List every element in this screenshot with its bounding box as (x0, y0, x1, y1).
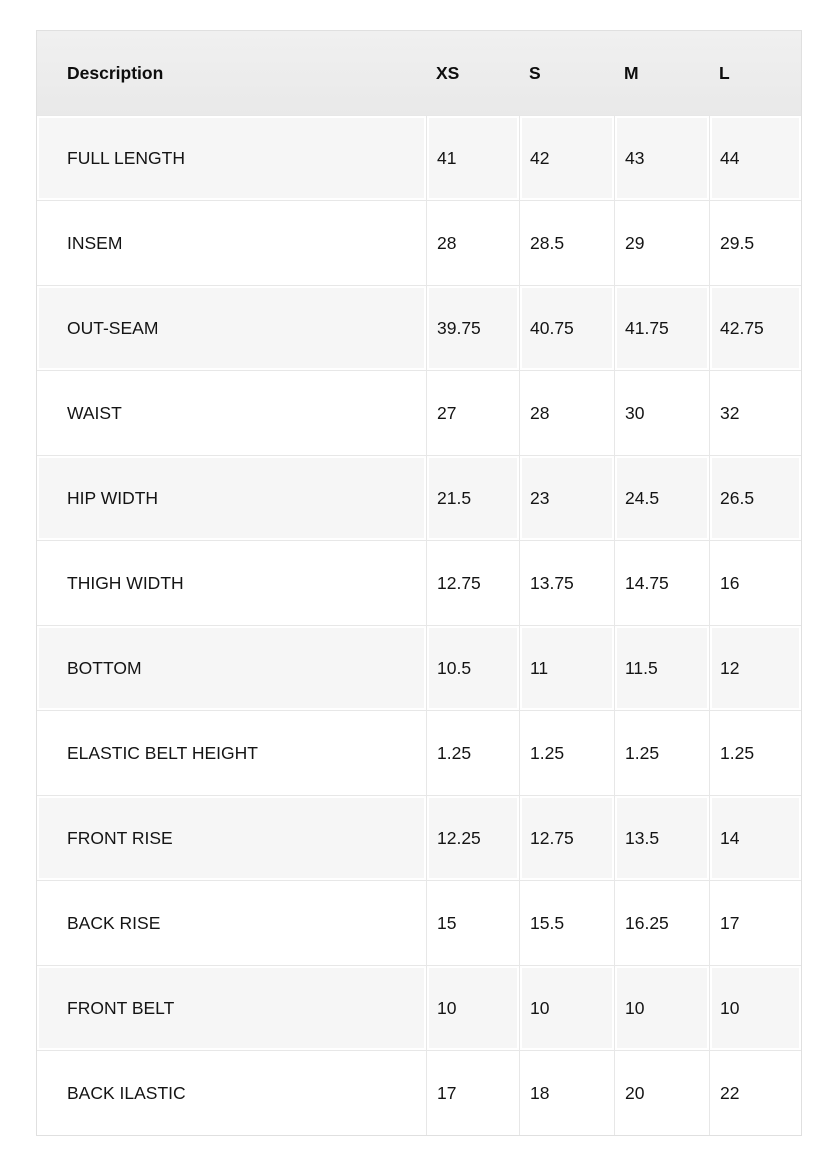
cell-value-s: 28 (519, 370, 614, 455)
cell-value-xs: 12.25 (426, 795, 519, 880)
row-label: BACK RISE (37, 880, 426, 965)
cell-value-s: 12.75 (519, 795, 614, 880)
table-row (37, 795, 801, 880)
row-label: BOTTOM (37, 625, 426, 710)
cell-value-xs: 1.25 (426, 710, 519, 795)
row-label: INSEM (37, 200, 426, 285)
cell-value-m: 41.75 (614, 285, 709, 370)
cell-value-s: 40.75 (519, 285, 614, 370)
column-header-m: M (614, 31, 709, 115)
cell-value-s: 13.75 (519, 540, 614, 625)
cell-value-xs: 10 (426, 965, 519, 1050)
cell-value-l: 17 (709, 880, 801, 965)
table-row (37, 115, 801, 200)
cell-value-l: 29.5 (709, 200, 801, 285)
column-header-s: S (519, 31, 614, 115)
row-label: ELASTIC BELT HEIGHT (37, 710, 426, 795)
cell-value-l: 10 (709, 965, 801, 1050)
row-label: FRONT BELT (37, 965, 426, 1050)
column-header-xs: XS (426, 31, 519, 115)
cell-value-s: 42 (519, 115, 614, 200)
table-row (37, 965, 801, 1050)
cell-value-s: 18 (519, 1050, 614, 1135)
cell-value-m: 29 (614, 200, 709, 285)
cell-value-m: 11.5 (614, 625, 709, 710)
row-label: WAIST (37, 370, 426, 455)
row-label: OUT-SEAM (37, 285, 426, 370)
cell-value-l: 22 (709, 1050, 801, 1135)
row-label: FULL LENGTH (37, 115, 426, 200)
row-label: THIGH WIDTH (37, 540, 426, 625)
size-chart-table (36, 30, 802, 1136)
table-row (37, 625, 801, 710)
cell-value-xs: 12.75 (426, 540, 519, 625)
cell-value-xs: 15 (426, 880, 519, 965)
cell-value-xs: 41 (426, 115, 519, 200)
cell-value-s: 11 (519, 625, 614, 710)
column-header-description: Description (37, 31, 426, 115)
cell-value-xs: 21.5 (426, 455, 519, 540)
cell-value-xs: 27 (426, 370, 519, 455)
size-chart (36, 30, 802, 1136)
table-row (37, 1050, 801, 1135)
cell-value-s: 1.25 (519, 710, 614, 795)
cell-value-l: 42.75 (709, 285, 801, 370)
cell-value-m: 10 (614, 965, 709, 1050)
cell-value-s: 28.5 (519, 200, 614, 285)
table-row (37, 200, 801, 285)
row-label: HIP WIDTH (37, 455, 426, 540)
cell-value-l: 12 (709, 625, 801, 710)
cell-value-xs: 17 (426, 1050, 519, 1135)
cell-value-m: 43 (614, 115, 709, 200)
table-row (37, 285, 801, 370)
cell-value-m: 20 (614, 1050, 709, 1135)
cell-value-m: 16.25 (614, 880, 709, 965)
cell-value-m: 30 (614, 370, 709, 455)
cell-value-l: 16 (709, 540, 801, 625)
cell-value-xs: 39.75 (426, 285, 519, 370)
cell-value-m: 24.5 (614, 455, 709, 540)
size-chart-body (37, 115, 801, 1135)
table-row (37, 540, 801, 625)
table-row (37, 880, 801, 965)
cell-value-xs: 28 (426, 200, 519, 285)
cell-value-l: 1.25 (709, 710, 801, 795)
cell-value-m: 1.25 (614, 710, 709, 795)
row-label: FRONT RISE (37, 795, 426, 880)
table-row (37, 370, 801, 455)
cell-value-s: 23 (519, 455, 614, 540)
cell-value-s: 15.5 (519, 880, 614, 965)
cell-value-l: 44 (709, 115, 801, 200)
cell-value-l: 14 (709, 795, 801, 880)
cell-value-m: 14.75 (614, 540, 709, 625)
size-chart-header (37, 31, 801, 115)
row-label: BACK ILASTIC (37, 1050, 426, 1135)
cell-value-m: 13.5 (614, 795, 709, 880)
table-row (37, 710, 801, 795)
cell-value-xs: 10.5 (426, 625, 519, 710)
column-header-l: L (709, 31, 801, 115)
cell-value-l: 32 (709, 370, 801, 455)
cell-value-l: 26.5 (709, 455, 801, 540)
table-row (37, 455, 801, 540)
cell-value-s: 10 (519, 965, 614, 1050)
header-row (37, 31, 801, 115)
